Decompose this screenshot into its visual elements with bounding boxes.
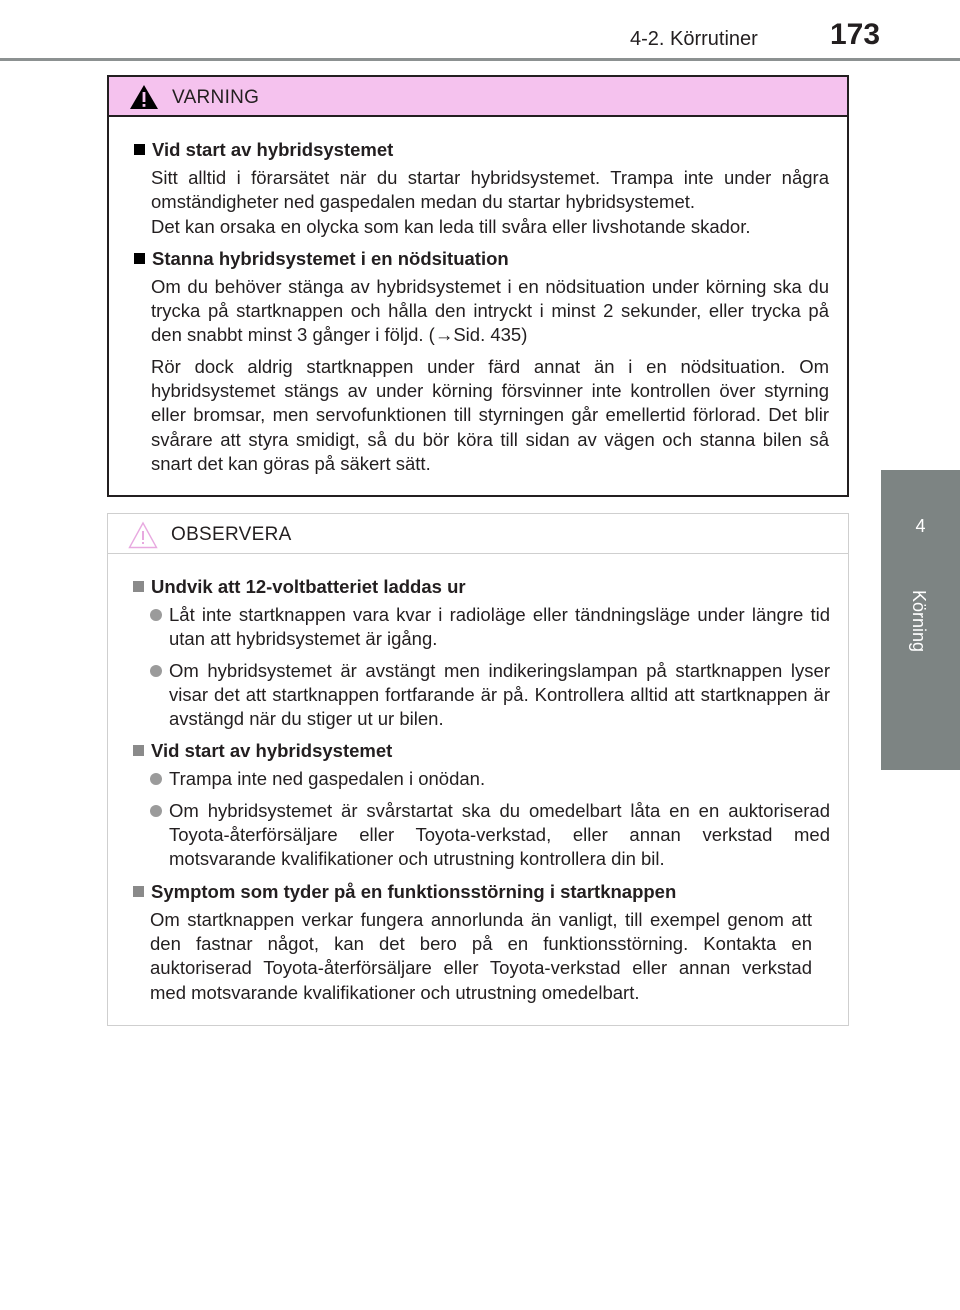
warning-triangle-icon <box>129 84 159 110</box>
chapter-label: Körning <box>909 590 929 653</box>
square-bullet-icon <box>134 253 145 264</box>
warning-heading: Vid start av hybridsystemet <box>126 137 829 162</box>
notice-paragraph: Om startknappen verkar fungera annorlunda än vanligt, till exempel genom att den fastnar något, kan det bero på en funktionsstörning. Kontakta en auktoriserad Toyota-återförsäljare eller Toyota-verkstad eller annan verkstad med motsvarande kvalifikationer och utrustning omedelbart. <box>150 908 812 1003</box>
warning-header <box>109 77 847 117</box>
notice-heading: Undvik att 12-voltbatteriet laddas ur <box>125 574 830 599</box>
notice-title: OBSERVERA <box>171 524 292 545</box>
list-item: Trampa inte ned gaspedalen i onödan. <box>150 767 830 791</box>
warning-paragraph: Sitt alltid i förarsätet när du startar hybridsystemet. Trampa inte under några omständigheter ned gaspedalen medan du startar hybridsystemet. <box>151 167 829 213</box>
warning-body <box>109 117 847 476</box>
bullet-dot-icon <box>150 805 162 817</box>
notice-heading: Vid start av hybridsystemet <box>125 738 830 763</box>
bullet-dot-icon <box>150 665 162 677</box>
bullet-dot-icon <box>150 609 162 621</box>
square-bullet-icon <box>133 886 144 897</box>
list-item: Om hybridsystemet är svårstartat ska du omedelbart låta en en auktoriserad Toyota-återförsäljare eller Toyota-verkstad, eller annan verkstad med motsvarande kvalifikationer och utrustning kontrollera din bil. <box>150 799 830 872</box>
chapter-number: 4 <box>915 516 926 536</box>
list-item: Om hybridsystemet är avstängt men indikeringslampan på startknappen lyser visar det att startknappen fortfarande är på. Kontrollera alltid att startknappen är avstängd när du stiger ut ur bilen. <box>150 659 830 732</box>
list-item: Låt inte startknappen vara kvar i radioläge eller tändningsläge under längre tid utan att hybridsystemet är igång. <box>150 603 830 652</box>
page-number: 173 <box>830 18 881 51</box>
warning-heading: Stanna hybridsystemet i en nödsituation <box>126 246 829 271</box>
section-title: 4-2. Körrutiner <box>630 28 758 50</box>
square-bullet-icon <box>133 581 144 592</box>
header-divider <box>0 58 960 61</box>
notice-heading: Symptom som tyder på en funktionsstörning i startknappen <box>125 879 830 904</box>
notice-box <box>107 513 849 1026</box>
warning-paragraph: Om du behöver stänga av hybridsystemet i en nödsituation under körning ska du trycka på startknappen och hålla den intryckt i minst 2 sekunder, eller trycka på den snabbt minst 3 gånger i följd. (→Sid. 435) <box>151 275 829 346</box>
square-bullet-icon <box>134 144 145 155</box>
warning-title: VARNING <box>172 87 260 108</box>
chapter-tab <box>881 470 960 770</box>
square-bullet-icon <box>133 745 144 756</box>
warning-paragraph: Det kan orsaka en olycka som kan leda till svåra eller livshotande skador. <box>151 215 751 237</box>
bullet-dot-icon <box>150 773 162 785</box>
warning-box <box>107 75 849 497</box>
notice-header <box>108 514 848 554</box>
warning-paragraph: Rör dock aldrig startknappen under färd annat än i en nödsituation. Om hybridsystemet stängs av under körning försvinner inte kontrollen över styrning eller bromsar, men servofunktionen till styrningen går emellertid förlorad. Det blir svårare att styra smidigt, så du bör köra till sidan av vägen och stanna bilen så snart det kan göras på säkert sätt. <box>151 355 829 474</box>
notice-body <box>108 554 848 1005</box>
caution-triangle-icon <box>128 521 158 549</box>
